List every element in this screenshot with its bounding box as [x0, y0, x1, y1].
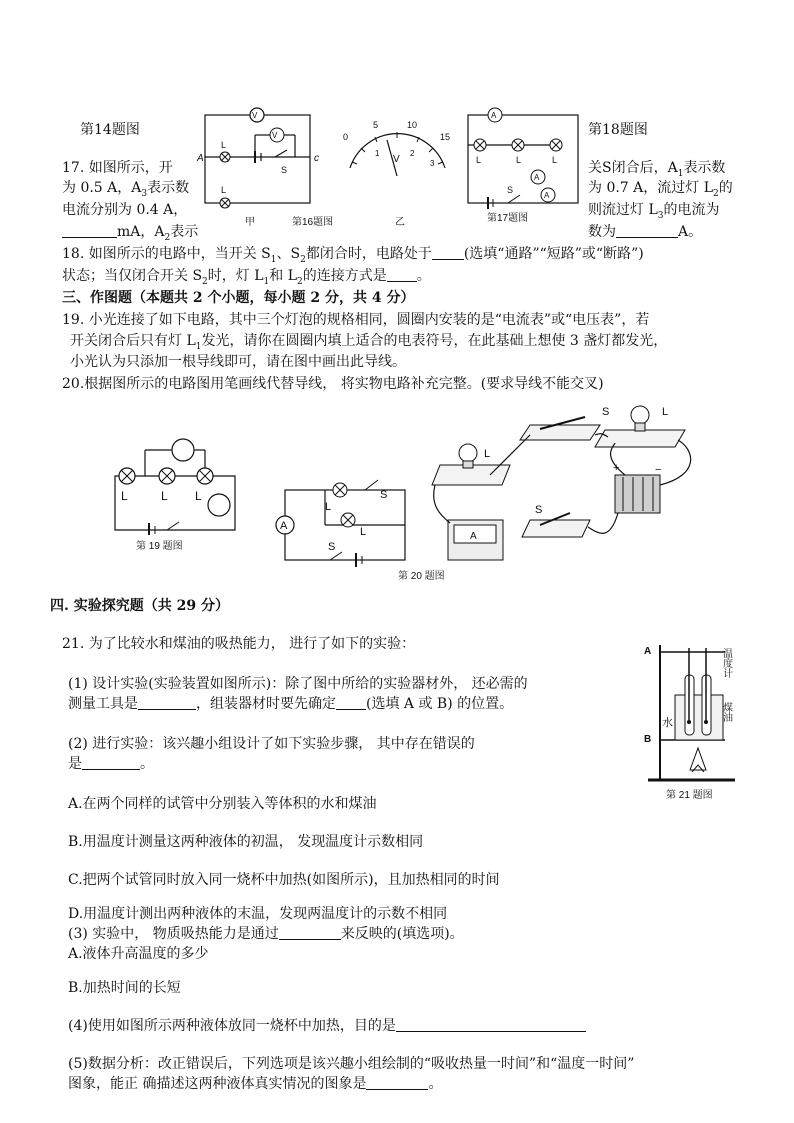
section3-heading: 三、作图题（本题共 2 个小题，每小题 2 分，共 4 分）	[62, 290, 415, 306]
fig21-caption: 第 21 题图	[666, 790, 713, 801]
fig20-caption: 第 20 题图	[398, 571, 445, 582]
svg-text:15: 15	[440, 132, 451, 142]
bulb-l2-icon	[459, 444, 477, 462]
beaker-icon	[675, 695, 723, 740]
q21-p3-option-a: A.液体升高温度的多少	[68, 946, 209, 962]
svg-text:温度计: 温度计	[720, 648, 732, 678]
switch-icon	[167, 522, 179, 530]
svg-text:10: 10	[407, 120, 418, 130]
fig17-caption: 第17题图	[487, 213, 529, 224]
svg-text:L: L	[221, 140, 227, 150]
switch-s-icon	[275, 150, 287, 157]
svg-text:L: L	[360, 526, 367, 538]
svg-text:L: L	[662, 406, 669, 418]
q21-intro: 21. 为了比较水和煤油的吸热能力， 进行了如下的实验：	[62, 636, 416, 652]
svg-text:3: 3	[430, 159, 435, 168]
q17-left-line4: mA，$A_2$表示	[62, 222, 198, 248]
q17-right-line2: 为 0.7 A，流过灯 $L_2$的	[588, 180, 733, 199]
svg-text:S: S	[328, 541, 336, 553]
svg-text:5: 5	[373, 120, 379, 130]
svg-text:L: L	[552, 155, 558, 165]
alcohol-lamp-icon	[690, 748, 706, 770]
svg-text:c: c	[314, 153, 319, 164]
q21-p3-option-b: B.加热时间的长短	[68, 980, 181, 996]
fig16-caption: 第16题图	[292, 217, 334, 228]
svg-text:A: A	[280, 520, 288, 532]
q20-line1: 20.根据图所示的电路图用笔画线代替导线， 将实物电路补充完整。(要求导线不能交叉)	[62, 376, 604, 392]
svg-text:L: L	[516, 155, 522, 165]
fig17-circuit	[460, 105, 585, 215]
svg-text:A: A	[491, 111, 497, 120]
switch-s1-icon	[330, 552, 342, 560]
q21-p2-line2: 是 。	[68, 756, 154, 772]
q21-option-b: B.用温度计测量这两种液体的初温， 发现温度计示数相同	[68, 834, 424, 850]
answer-blank	[336, 695, 366, 710]
q19-line1: 19. 小光连接了如下电路，其中三个灯泡的规格相同，圆圈内安装的是“电流表”或“电压表”，若	[62, 312, 650, 328]
svg-text:L: L	[121, 489, 128, 503]
bulb-l1-icon	[631, 406, 649, 424]
fig20-real-circuit	[430, 395, 715, 580]
svg-text:L: L	[161, 489, 168, 503]
svg-text:S: S	[281, 165, 288, 175]
svg-text:煤油: 煤油	[720, 702, 732, 722]
svg-text:S: S	[380, 489, 388, 501]
svg-text:−: −	[655, 464, 662, 476]
q18-line1: 18. 如图所示的电路中，当开关 $S_1$、$S_2$都闭合时，电路处于 (选填“通路”“短路”或“断路”)	[62, 246, 644, 265]
answer-blank	[432, 245, 464, 260]
switch-s-icon	[508, 195, 520, 203]
svg-text:+: +	[613, 462, 620, 474]
switch-s2-icon	[365, 480, 378, 490]
svg-text:A: A	[470, 531, 477, 542]
svg-text:1: 1	[375, 149, 380, 158]
q21-p2-line1: (2) 进行实验：该兴趣小组设计了如下实验步骤， 其中存在错误的	[68, 736, 475, 752]
svg-text:V: V	[272, 131, 278, 140]
svg-text:S: S	[507, 185, 514, 195]
section4-heading: 四. 实验探究题（共 29 分）	[50, 598, 229, 614]
q21-p5-line1: (5)数据分析：改正错误后，下列选项是该兴趣小组绘制的“吸收热量一时间”和“温度一时间”	[68, 1056, 635, 1072]
svg-text:L: L	[195, 489, 202, 503]
q21-p1-line2: 测量工具是 ，组装器材时要先确定 (选填 A 或 B) 的位置。	[68, 696, 514, 712]
fig18-caption: 第18题图	[588, 122, 648, 138]
meter-circle-1-icon	[172, 439, 194, 461]
svg-text:A: A	[544, 191, 550, 200]
q17-left-line1: 17. 如图所示，开	[62, 160, 173, 176]
fig16-yi-voltmeter-dial	[335, 118, 460, 188]
q19-line2: 开关闭合后只有灯 $L_1$发光，请你在圆圈内填上适合的电表符号，在此基础上想使 3 盏灯都发光，	[70, 333, 668, 352]
q17-right-line1: 关S闭合后，$A_1$表示数	[588, 160, 726, 179]
answer-blank	[82, 755, 140, 770]
svg-text:A: A	[644, 646, 652, 657]
meter-circle-2-icon	[208, 494, 230, 516]
fig14-caption: 第14题图	[80, 122, 140, 138]
svg-text:2: 2	[410, 149, 415, 158]
svg-text:L: L	[325, 501, 332, 513]
svg-text:S: S	[535, 504, 543, 516]
fig16-yi-label: 乙	[395, 217, 405, 228]
q17-left-line2: 为 0.5 A，$A_3$表示数	[62, 180, 190, 199]
q21-p5-line2: 图象，能正 确描述这两种液体真实情况的图象是 。	[68, 1076, 443, 1092]
fig16-jia-label: 甲	[245, 217, 255, 228]
svg-text:L: L	[221, 185, 227, 195]
fig16-jia-circuit	[195, 105, 335, 220]
svg-text:V: V	[252, 111, 258, 120]
svg-text:L: L	[484, 448, 491, 460]
answer-blank	[616, 223, 678, 238]
svg-text:V: V	[393, 154, 400, 165]
answer-blank	[279, 925, 341, 940]
svg-text:A: A	[534, 173, 540, 182]
answer-blank	[366, 1075, 428, 1090]
q17-right-line4: 数为 A。	[588, 224, 703, 240]
fig21-apparatus	[640, 640, 745, 785]
answer-blank	[138, 695, 196, 710]
svg-text:A: A	[197, 153, 204, 164]
q21-option-d: D.用温度计测出两种液体的末温，发现两温度计的示数不相同	[68, 906, 448, 922]
q17-right-line3: 则流过灯 $L_3$的电流为	[588, 202, 720, 221]
q19-line3: 小光认为只添加一根导线即可，请在图中画出此导线。	[70, 354, 406, 370]
fig20-schematic	[270, 470, 415, 570]
q21-option-c: C.把两个试管同时放入同一烧杯中加热(如图所示)，且加热相同的时间	[68, 872, 500, 888]
svg-text:0: 0	[343, 132, 349, 142]
answer-blank	[396, 1017, 586, 1032]
q17-left-line3: 电流分别为 0.4 A，	[62, 202, 188, 218]
q18-line2: 状态；当仅闭合开关 $S_2$时，灯 $L_1$和 $L_2$的连接方式是 。	[62, 268, 431, 287]
answer-blank	[387, 267, 417, 282]
q21-p1-line1: (1) 设计实验(实验装置如图所示)：除了图中所给的实验器材外， 还必需的	[68, 676, 528, 692]
answer-blank	[62, 223, 117, 238]
q21-p3-line1: (3) 实验中， 物质吸热能力是通过 来反映的(填选项)。	[68, 926, 464, 942]
svg-text:S: S	[602, 406, 610, 418]
fig19-caption: 第 19 题图	[136, 541, 183, 552]
q21-option-a: A.在两个同样的试管中分别装入等体积的水和煤油	[68, 796, 377, 812]
svg-text:水: 水	[662, 717, 673, 729]
svg-text:L: L	[476, 155, 482, 165]
q21-p4-line1: (4)使用如图所示两种液体放同一烧杯中加热，目的是	[68, 1016, 586, 1036]
svg-text:B: B	[644, 734, 652, 745]
fig19-circuit	[105, 430, 245, 535]
